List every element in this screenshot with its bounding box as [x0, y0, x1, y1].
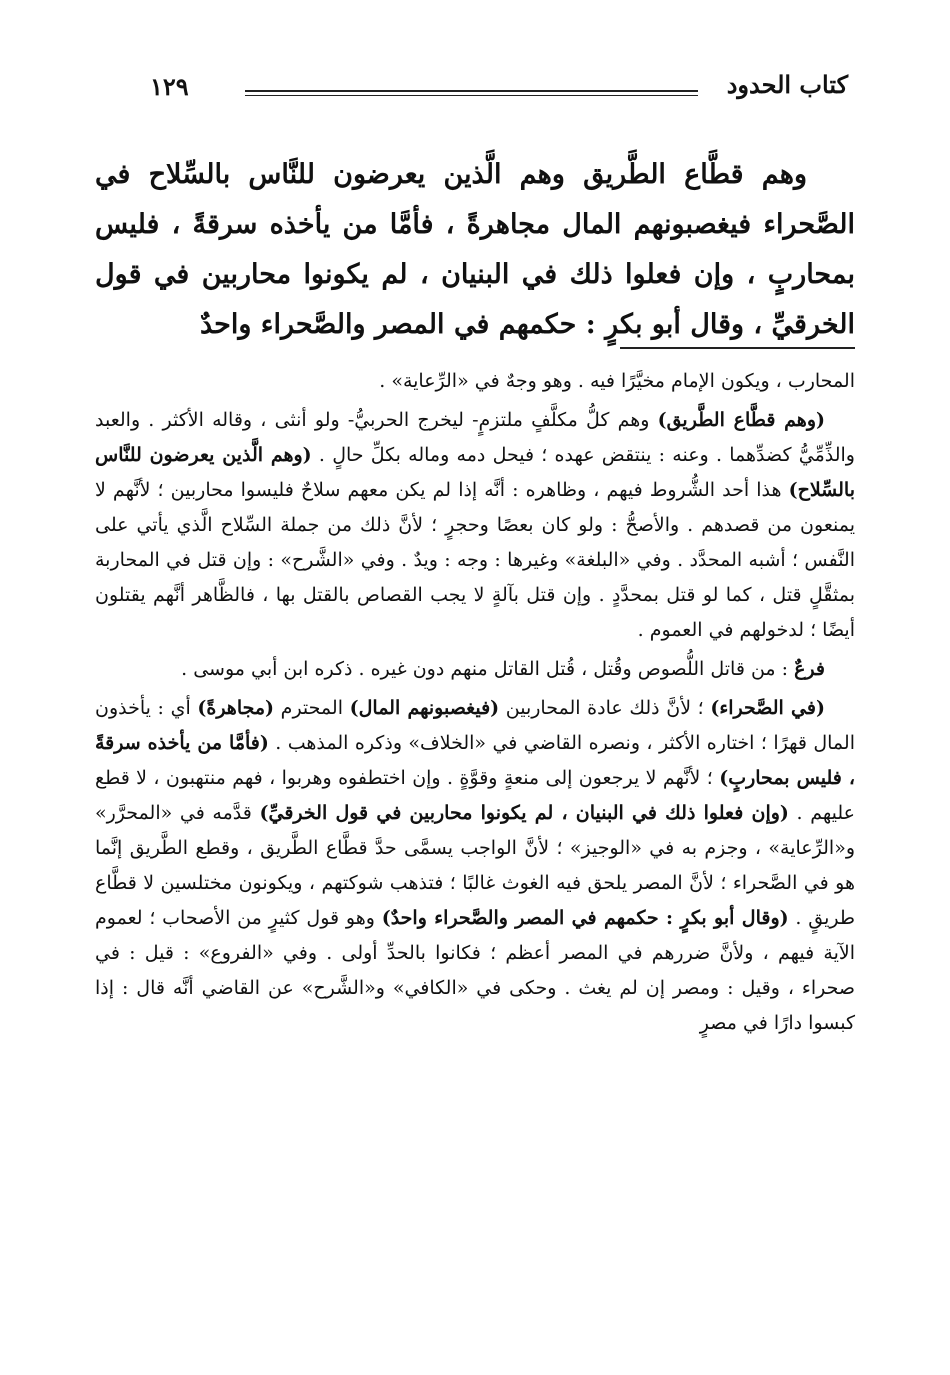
branch-label: فرعٌ [794, 658, 825, 680]
quoted-phrase: (فأمَّا من يأخذه سرقةً ، فليس بمحاربٍ) [95, 732, 855, 789]
commentary-text: وهم كلُّ مكلَّفٍ ملتزمٍ- ليخرج الحربيُّ- ولو أنثى ، وقاله الأكثر . والعبد والذِّمِّيُّ كضدِّهما . وعنه : ينتقض عهده ؛ فيحل دمه وماله بكلِّ حالٍ . [95, 409, 855, 466]
commentary-block [95, 364, 855, 1045]
commentary-text: وهو قول كثيرٍ من الأصحاب ؛ لعموم الآية فيهم ، ولأنَّ ضررهم في المصر أعظم ؛ فكانوا بالحدِّ أولى . وفي «الفروع» : قيل : في صحراء ، وقيل : ومصر إن لم يغث . وحكى في «الكافي» و«الشَّرح» عن القاضي أنَّه قال : إذا كبسوا دارًا في مصرٍ [95, 907, 855, 1034]
commentary-paragraph-1: المحارب ، ويكون الإمام مخيَّرًا فيه . وهو وجهٌ في «الرِّعاية» . [379, 370, 855, 392]
running-title: كتاب الحدود [726, 70, 848, 99]
commentary-paragraph-2 [95, 403, 855, 648]
commentary-text: قدَّمه في «المحرَّر» و«الرِّعاية» ، وجزم به في «الوجيز» ؛ لأنَّ الواجب يسمَّى حدَّ قطَّاع الطَّريق ، وقطع الطَّريق إنَّما هو في الصَّحراء ؛ لأنَّ المصر يلحق فيه الغوث غالبًا ؛ فتذهب شوكتهم ، ويكونون مختلسين لا قطَّاع طريقٍ . [95, 802, 856, 929]
commentary-text: : من قاتل اللُّصوص وقُتل ، قُتل القاتل منهم دون غيره . ذكره ابن أبي موسى . [181, 658, 795, 680]
header-rule [245, 90, 698, 96]
footnote-divider [620, 347, 855, 349]
page-number: ١٢٩ [150, 72, 189, 101]
page-header [150, 70, 848, 110]
main-text-block [95, 150, 855, 350]
commentary-text: هذا أحد الشُّروط فيهم ، وظاهره : أنَّه إذا لم يكن معهم سلاحٌ فليسوا محاربين ؛ لأنَّهم لا يمنعون من قصدهم . والأصحُّ : ولو كان بعصًا وحجرٍ ؛ لأنَّ ذلك من جملة السِّلاح الَّذي يأتي على النَّفس ؛ أشبه المحدَّد . وفي «البلغة» وغيرها : وجه : ويدٌ . وفي «الشَّرح» : وإن قتل في المحاربة بمثقَّلٍ قتل ، كما لو قتل بمحدَّدٍ . وإن قتل بآلةٍ لا يجب القصاص بالقتل بها ، فالظَّاهر أنَّهم يقتلون أيضًا ؛ لدخولهم في العموم . [95, 479, 855, 641]
quoted-phrase: (وهم قطَّاع الطَّريق) [657, 409, 825, 431]
quoted-phrase: (في الصَّحراء) [710, 697, 825, 719]
commentary-text: المحترم [274, 697, 350, 719]
quoted-phrase: (مجاهرةً) [197, 697, 275, 719]
quoted-phrase: (وهم الَّذين يعرضون للنَّاس بالسِّلاح) [95, 444, 855, 501]
commentary-text: أي : يأخذون المال قهرًا ؛ اختاره الأكثر ، ونصره القاضي في «الخلاف» وذكره المذهب . [95, 697, 855, 754]
commentary-paragraph-3 [95, 652, 855, 687]
commentary-text: ؛ لأنَّ ذلك عادة المحاربين [499, 697, 711, 719]
commentary-paragraph-4 [95, 691, 855, 1041]
quoted-phrase: (فيغصبونهم المال) [349, 697, 500, 719]
quoted-phrase: (وإن فعلوا ذلك في البنيان ، لم يكونوا محاربين في قول الخرقيِّ) [259, 802, 789, 824]
quoted-phrase: (وقال أبو بكرٍ : حكمهم في المصر والصَّحراء واحدٌ) [381, 907, 789, 929]
commentary-text: ؛ لأنَّهم لا يرجعون إلى منعةٍ وقوَّةٍ . وإن اختطفوه وهربوا ، فهم منتهبون ، لا قطع عليهم . [95, 767, 855, 824]
main-text-paragraph: وهم قطَّاع الطَّريق وهم الَّذين يعرضون للنَّاس بالسِّلاح في الصَّحراء فيغصبونهم المال مجاهرةً ، فأمَّا من يأخذه سرقةً ، فليس بمحاربٍ ، وإن فعلوا ذلك في البنيان ، لم يكونوا محاربين في قول الخرقيِّ ، وقال أبو بكرٍ : حكمهم في المصر والصَّحراء واحدٌ [95, 159, 855, 340]
